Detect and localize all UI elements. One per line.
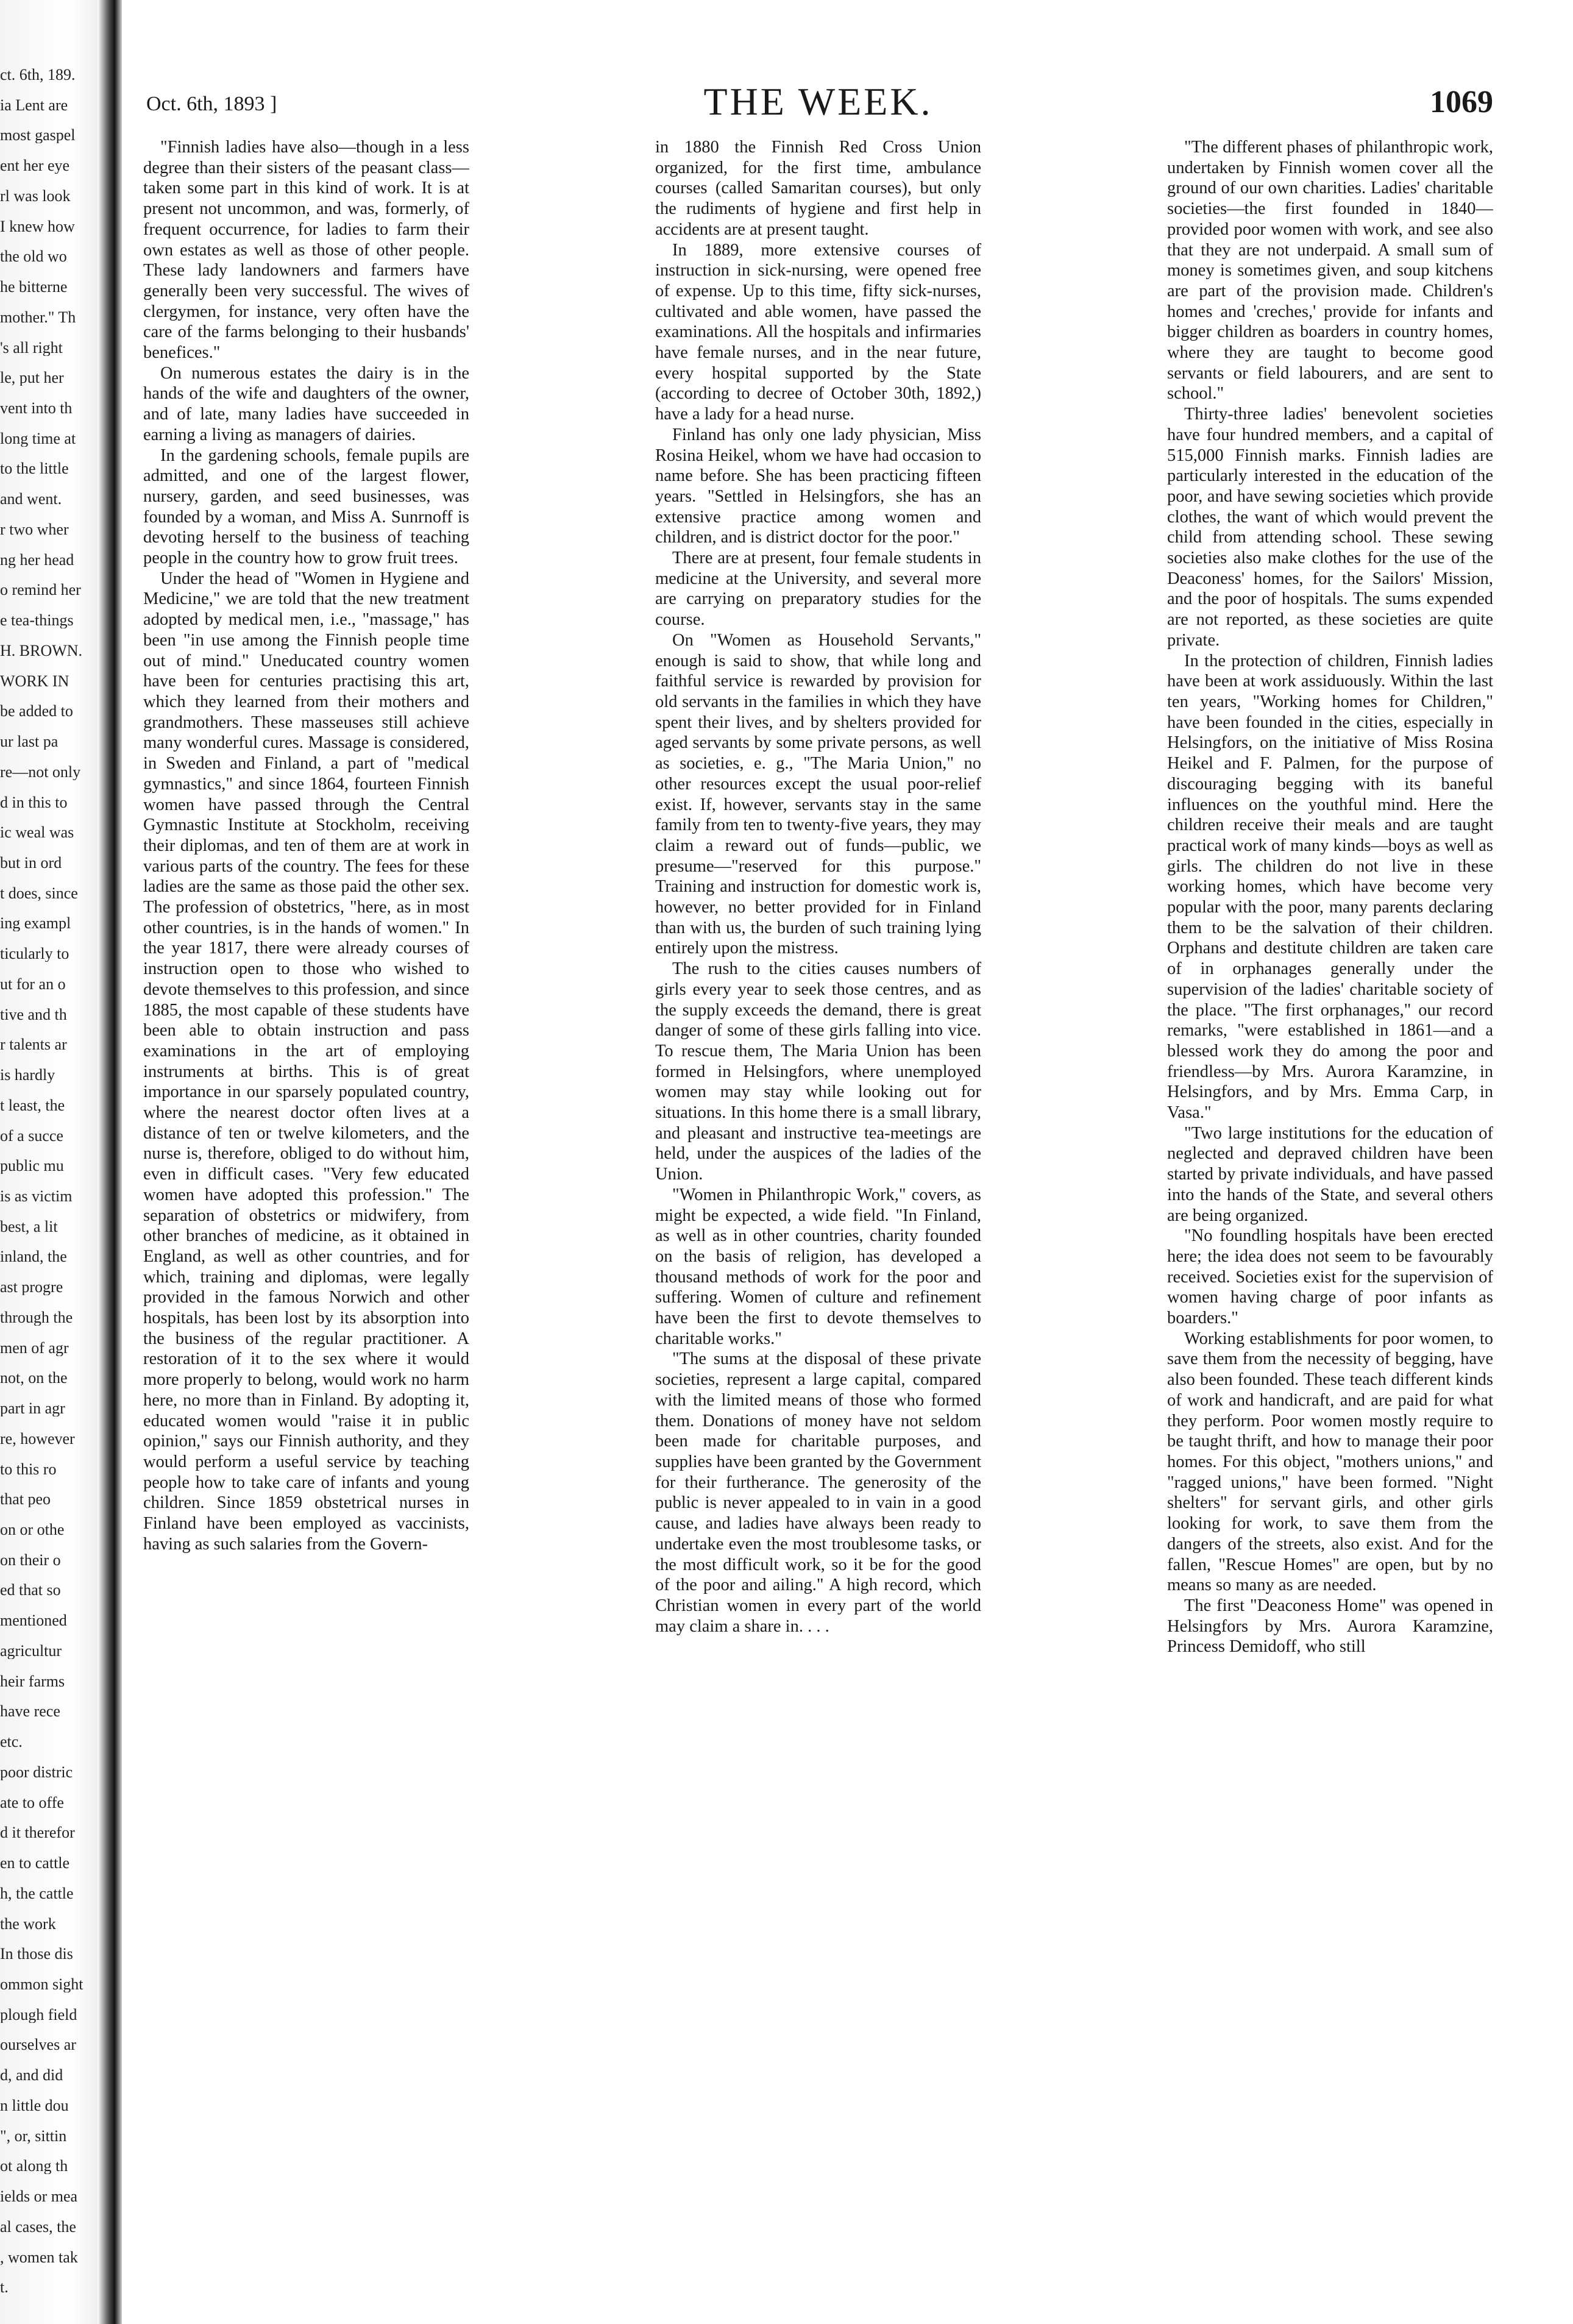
gutter-fragment: part in agr: [0, 1401, 65, 1417]
gutter-fragment: to this ro: [0, 1461, 57, 1477]
gutter-fragment: most gaspel: [0, 127, 76, 144]
gutter-fragment: ", or, sittin: [0, 2128, 67, 2144]
paragraph: In the gardening schools, female pupils are admitted, and one of the largest flower, nursery, garden, and seed businesses, was founded by a woman, and Miss A. Sunrnoff is devoting herself to the business of teaching people in the country how to grow fruit trees.: [143, 446, 469, 568]
gutter-fragment: men of agr: [0, 1340, 69, 1356]
paragraph: On numerous estates the dairy is in the hands of the wife and daughters of the owner, and of late, many ladies have succeeded in earning a living as managers of dairies.: [143, 363, 469, 444]
article-columns: [143, 137, 1493, 2307]
gutter-fragment: ur last pa: [0, 734, 59, 750]
gutter-fragment: ia Lent are: [0, 97, 68, 113]
gutter-fragment: plough field: [0, 2006, 77, 2023]
gutter-fragment: poor distric: [0, 1764, 73, 1780]
text-column-1: [143, 137, 469, 2307]
gutter-fragment: ng her head: [0, 552, 74, 568]
gutter-fragment: re, however: [0, 1430, 75, 1447]
gutter-fragment: e tea-things: [0, 613, 74, 629]
paragraph: "Two large institutions for the education of neglected and depraved children have been started by private individuals, and have passed into the hands of the State, and several others are being organized.: [1167, 1123, 1493, 1225]
gutter-fragment: d, and did: [0, 2067, 63, 2084]
page-number: 1069: [1430, 85, 1493, 119]
paragraph: "No foundling hospitals have been erected here; the idea does not seem to be favourably received. Societies exist for the supervision of women having charge of poor infants as boarders.": [1167, 1226, 1493, 1328]
gutter-fragment: ields or mea: [0, 2189, 78, 2205]
gutter-fragment: tive and th: [0, 1006, 67, 1023]
gutter-fragment: mother." Th: [0, 309, 76, 325]
gutter-fragment: of a succe: [0, 1128, 63, 1144]
gutter-fragment: ate to offe: [0, 1794, 64, 1811]
paragraph: In 1889, more extensive courses of instruction in sick-nursing, were opened free of expense. Up to this time, fifty sick-nurses, cultivated and able women, have passed the examinations. All the hospitals and infirmaries have female nurses, and in the near future, every hospital supported by the State (according to decree of October 30th, 1892,) have a lady for a head nurse.: [655, 240, 981, 424]
gutter-fragment: to the little: [0, 461, 69, 477]
gutter-fragment: r talents ar: [0, 1037, 67, 1053]
gutter-fragment: I knew how: [0, 218, 75, 235]
gutter-fragment: d in this to: [0, 794, 68, 811]
gutter-fragment: ed that so: [0, 1582, 61, 1599]
gutter-fragment: the old wo: [0, 249, 67, 265]
gutter-fragment: not, on the: [0, 1370, 68, 1387]
gutter-fragment: be added to: [0, 703, 73, 720]
paragraph: Working establishments for poor women, to save them from the necessity of begging, have also been founded. These teach different kinds of work and handicraft, and are paid for what they perform. Poor women mostly require to be taught thrift, and how to manage their poor homes. For this object, "mothers unions," and "ragged unions," have been formed. "Night shelters" for servant girls, and other girls looking for work, to save them from the dangers of the streets, also exist. And for the fallen, "Rescue Homes" are open, but by no means so many as are needed.: [1167, 1329, 1493, 1595]
gutter-fragment: he bitterne: [0, 279, 68, 296]
paragraph: "Women in Philanthropic Work," covers, as might be expected, a wide field. "In Finland, as well as in other countries, charity founded on the basis of religion, has developed a thousand methods of work for the poor and suffering. Women of culture and refinement have been the first to devote themselves to charitable works.": [655, 1185, 981, 1348]
gutter-fragment: and went.: [0, 491, 62, 508]
paragraph: In the protection of children, Finnish ladies have been at work assiduously. Within the last ten years, "Working homes for Children," have been founded in the cities, especially in Helsingfors, on the initiative of Miss Rosina Heikel and F. Palmen, for the purpose of discouraging begging with its baneful influences on the youthful mind. Here the children receive their meals and are taught practical work of many kinds—boys as well as girls. The children do not live in these working homes, which have become very popular with the poor, many parents declaring them to be the salvation of their children. Orphans and destitute children are taken care of in orphanages generally under the supervision of the ladies' charitable society of the place. "The first orphanages," our record remarks, "were established in 1861—and a blessed work they do among the poor and friendless—by Mrs. Aurora Karamzine, in Helsingfors, and by Mrs. Emma Carp, in Vasa.": [1167, 651, 1493, 1123]
paragraph: On "Women as Household Servants," enough is said to show, that while long and faithful service is rewarded by provision for old servants in the families in which they have spent their lives, and by shelters provided for aged servants by some private persons, as well as societies, e. g., "The Maria Union," no other resources except the usual poor-relief exist. If, however, servants stay in the same family from ten to twenty-five years, they may claim a reward out of funds—public, we presume—"reserved for this purpose." Training and instruction for domestic work is, however, no better provided for in Finland than with us, the burden of such training lying entirely upon the mistress.: [655, 630, 981, 958]
gutter-fragment: mentioned: [0, 1613, 67, 1629]
gutter-fragment: best, a lit: [0, 1218, 58, 1235]
gutter-fragment: ct. 6th, 189.: [0, 67, 76, 83]
gutter-fragment: on or othe: [0, 1522, 65, 1538]
gutter-fragment: have rece: [0, 1704, 60, 1720]
gutter-fragment: 's all right: [0, 339, 63, 356]
paragraph: in 1880 the Finnish Red Cross Union organized, for the first time, ambulance courses (called Samaritan courses), but only the rudiments of hygiene and first help in accidents are at present taught.: [655, 138, 981, 239]
gutter-fragment: , women tak: [0, 2249, 78, 2265]
gutter-fragment: ourselves ar: [0, 2037, 76, 2053]
gutter-fragment: agricultur: [0, 1643, 62, 1659]
gutter-fragment: ent her eye: [0, 158, 70, 174]
gutter-fragment: ast progre: [0, 1279, 63, 1296]
gutter-fragment: ommon sight: [0, 1976, 83, 1992]
gutter-fragment: vent into th: [0, 400, 73, 417]
gutter-fragment: etc.: [0, 1734, 23, 1750]
gutter-fragment: WORK IN: [0, 673, 69, 689]
gutter-fragment: the work: [0, 1916, 56, 1932]
gutter-fragment: rl was look: [0, 188, 71, 204]
gutter-fragment: ut for an o: [0, 976, 66, 992]
page-header: [143, 79, 1493, 134]
gutter-fragment: r two wher: [0, 521, 69, 538]
gutter-fragment: en to cattle: [0, 1855, 70, 1872]
paragraph: The first "Deaconess Home" was opened in Helsingfors by Mrs. Aurora Karamzine, Princess Demidoff, who still: [1167, 1596, 1493, 1657]
text-column-2: [655, 137, 981, 2307]
paragraph: Finland has only one lady physician, Miss Rosina Heikel, whom we have had occasion to name before. She has been practicing fifteen years. "Settled in Helsingfors, she has an extensive practice among women and children, and is district doctor for the poor.": [655, 425, 981, 547]
gutter-fragment: d it therefor: [0, 1825, 75, 1841]
gutter-fragment: ot along th: [0, 2158, 68, 2175]
gutter-fragment: le, put her: [0, 370, 64, 386]
gutter-fragment: that peo: [0, 1491, 51, 1508]
text-column-3: [1167, 137, 1493, 2307]
paragraph: The rush to the cities causes numbers of girls every year to seek those centres, and as the supply exceeds the demand, there is great danger of some of these girls falling into vice. To rescue them, The Maria Union has been formed in Helsingfors, where unemployed women may stay while looking out for situations. In this home there is a small library, and pleasant and instructive tea-meetings are held, under the auspices of the ladies of the Union.: [655, 959, 981, 1184]
gutter-fragment: through the: [0, 1309, 73, 1326]
gutter-fragment: h, the cattle: [0, 1885, 74, 1902]
issue-date: Oct. 6th, 1893 ]: [146, 93, 277, 115]
masthead-title: THE WEEK.: [703, 80, 933, 123]
gutter-fragment: is as victim: [0, 1189, 73, 1204]
gutter-fragment: on their o: [0, 1552, 61, 1568]
paragraph: "The different phases of philanthropic work, undertaken by Finnish women cover all the ground of our own charities. Ladies' charitable societies—the first founded in 1840—provided poor women with work, and see also that they are not underpaid. A small sum of money is sometimes given, and soup kitchens are part of the provision made. Children's homes and 'creches,' provide for infants and bigger children as boarders in country homes, where they are taught to become good servants or field labourers, and are sent to school.": [1167, 138, 1493, 403]
gutter-fragment: public mu: [0, 1158, 64, 1174]
gutter-fragment: is hardly: [0, 1067, 55, 1084]
paragraph: There are at present, four female students in medicine at the University, and several more are carrying on preparatory studies for the course.: [655, 549, 981, 630]
paragraph: Thirty-three ladies' benevolent societies have four hundred members, and a capital of 515,000 Finnish marks. Finnish ladies are particularly interested in the education of the poor, and have sewing societies which provide clothes, the want of which would prevent the child from attending school. These sewing societies also make clothes for the use of the Deaconess' homes, for the Sailors' Mission, and the poor of hospitals. The sums expended are not reported, as these societies are quite private.: [1167, 405, 1493, 650]
gutter-fragment: H. BROWN.: [0, 642, 83, 659]
gutter-fragment: t.: [0, 2280, 9, 2296]
paragraph: "The sums at the disposal of these private societies, represent a large capital, compared with the limited means of those who formed them. Donations of money have not seldom been made for charitable purposes, and supplies have been granted by the Government for their furtherance. The generosity of the public is never appealed to in vain in a good cause, and ladies have always been ready to undertake even the most troublesome tasks, or the most difficult work, so it be for the good of the poor and ailing." A high record, which Christian women in every part of the world may claim a share in. . . .: [655, 1349, 981, 1636]
paragraph: Under the head of "Women in Hygiene and Medicine," we are told that the new treatment adopted by medical men, i.e., "massage," has been "in use among the Finnish people time out of mind." Uneducated country women have been for centuries practising this art, which they learned from their mothers and grandmothers. These masseuses still achieve many wonderful cures. Massage is considered, in Sweden and Finland, a part of "medical gymnastics," and since 1864, fourteen Finnish women have passed through the Central Gymnastic Institute at Stockholm, receiving their diplomas, and ten of them are at work in various parts of the country. The fees for these ladies are the same as those paid the other sex. The profession of obstetrics, "here, as in most other countries, is in the hands of women." In the year 1817, there were already courses of instruction open to those who wished to devote themselves to this profession, and since 1885, the most capable of these students have been able to obtain instruction and pass examinations in the art of employing instruments at births. This is of great importance in our sparsely populated country, where the nearest doctor often lives at a distance of ten or twelve kilometers, and the nurse is, therefore, obliged to do without him, even in difficult cases. "Very few educated women have adopted this profession." The separation of obstetrics or midwifery, from other branches of medicine, as it obtained in England, as well as other countries, and for which, training and diplomas, were legally provided in the famous Norwich and other hospitals, has been lost by its absorption into the business of the regular practitioner. A restoration of it to the sex where it would more properly to belong, would work no harm here, no more than in Finland. By adopting it, educated women would "raise it in public opinion," says our Finnish authority, and they would perform a useful service by teaching people how to take care of infants and young children. Since 1859 obstetrical nurses in Finland have been employed as vaccinists, having as such salaries from the Govern-: [143, 569, 469, 1554]
book-spine-shadow: [98, 0, 122, 2324]
gutter-fragment: al cases, the: [0, 2219, 76, 2235]
gutter-fragment: n little dou: [0, 2097, 69, 2114]
gutter-fragment: re—not only: [0, 764, 81, 780]
gutter-fragment: ing exampl: [0, 915, 71, 932]
gutter-fragment: In those dis: [0, 1946, 73, 1963]
gutter-fragment: ic weal was: [0, 825, 74, 841]
gutter-fragment: inland, the: [0, 1249, 67, 1265]
paragraph: "Finnish ladies have also—though in a less degree than their sisters of the peasant class—taken some part in this kind of work. It is at present not uncommon, and was, formerly, of frequent occurrence, for ladies to farm their own estates as well as those of other people. These lady landowners and farmers have generally been very successful. The wives of clergymen, for instance, very often have the care of the farms belonging to their husbands' benefices.": [143, 138, 469, 363]
gutter-fragment: ticularly to: [0, 946, 69, 962]
gutter-fragment: t least, the: [0, 1097, 65, 1114]
gutter-fragment: t does, since: [0, 885, 78, 901]
gutter-fragment: o remind her: [0, 582, 81, 599]
gutter-fragment: but in ord: [0, 855, 62, 871]
gutter-fragment: long time at: [0, 430, 76, 447]
gutter-fragment: heir farms: [0, 1673, 65, 1690]
